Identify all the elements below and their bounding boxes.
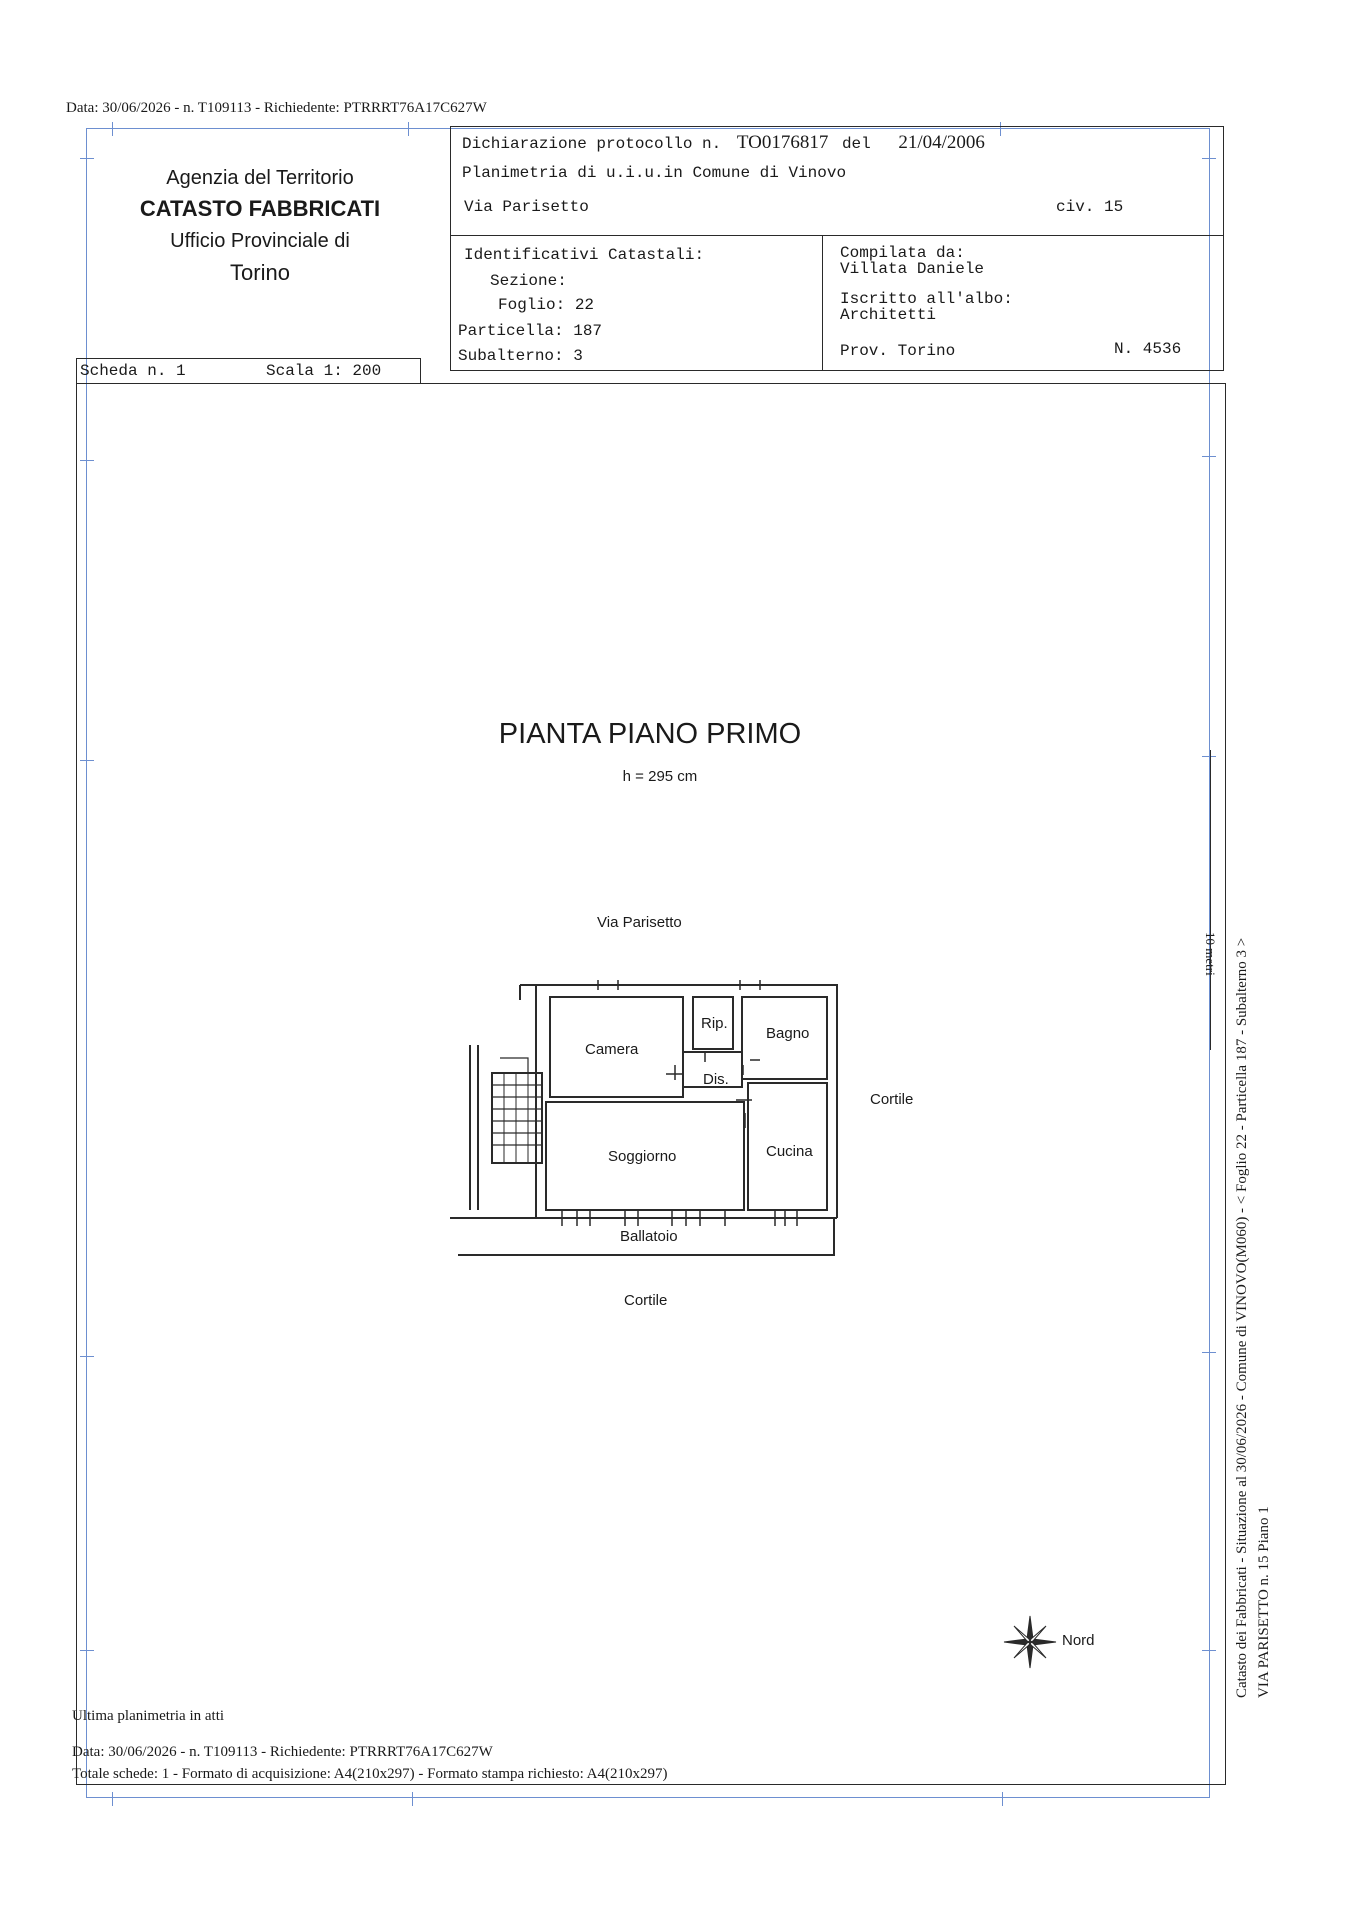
address-civic: civ. 15	[1056, 198, 1124, 216]
planimetria-comune: Planimetria di u.i.u.in Comune di Vinovo	[462, 164, 847, 182]
footer-totale-schede: Totale schede: 1 - Formato di acquisizione: A4(210x297) - Formato stampa richiesto: A4(210x297)	[72, 1766, 668, 1782]
compass-icon	[1002, 1614, 1058, 1670]
ufficio-provinciale: Ufficio Provinciale di	[170, 230, 350, 252]
frame-tick	[412, 1792, 413, 1806]
foglio: Foglio: 22	[498, 296, 595, 314]
sezione: Sezione:	[490, 272, 567, 290]
agency-header	[100, 164, 420, 290]
scheda-number: Scheda n. 1	[80, 362, 186, 380]
dichiarazione-prefix: Dichiarazione protocollo n.	[462, 135, 722, 153]
room-dis: Dis.	[703, 1071, 729, 1088]
ballatoio-label: Ballatoio	[620, 1228, 678, 1245]
albo-number: N. 4536	[1114, 340, 1182, 358]
iscritto-label: Iscritto all'albo:	[840, 290, 1013, 308]
footer-request-line: Data: 30/06/2026 - n. T109113 - Richiedente: PTRRRT76A17C627W	[72, 1744, 493, 1760]
del-label: del	[841, 135, 871, 153]
albo-name: Architetti	[840, 306, 937, 324]
protocol-number: TO0176817	[736, 132, 829, 153]
ultima-planimetria: Ultima planimetria in atti	[72, 1708, 225, 1724]
frame-tick	[1002, 1792, 1003, 1806]
side-situazione-line: Catasto dei Fabbricati - Situazione al 30/06/2026 - Comune di VINOVO(M060) - < Foglio 22 - Particella 187 - Subalterno 3 >	[1234, 937, 1250, 1698]
frame-tick	[112, 1792, 113, 1806]
room-soggiorno: Soggiorno	[608, 1148, 677, 1165]
frame-tick	[408, 122, 409, 136]
compilata-name: Villata Daniele	[840, 260, 985, 278]
room-rip: Rip.	[701, 1015, 728, 1032]
particella: Particella: 187	[458, 322, 603, 340]
compilata-label: Compilata da:	[840, 244, 965, 262]
plan-height: h = 295 cm	[622, 768, 698, 785]
dichiarazione-line	[462, 132, 985, 154]
subalterno: Subalterno: 3	[458, 347, 583, 365]
floor-plan	[450, 970, 850, 1270]
staircase	[492, 1073, 542, 1163]
protocol-date: 21/04/2006	[898, 132, 985, 153]
frame-tick	[112, 122, 113, 136]
province: Prov. Torino	[840, 342, 956, 360]
identificativi-title: Identificativi Catastali:	[464, 246, 705, 264]
top-request-line: Data: 30/06/2026 - n. T109113 - Richiedente: PTRRRT76A17C627W	[66, 100, 487, 116]
catasto-fabbricati: CATASTO FABBRICATI	[139, 196, 381, 221]
scheda-scale: Scala 1: 200	[266, 362, 382, 380]
cortile-right: Cortile	[870, 1091, 914, 1108]
side-address-line: VIA PARISETTO n. 15 Piano 1	[1256, 1506, 1272, 1698]
agency-name: Agenzia del Territorio	[166, 167, 354, 189]
ufficio-city: Torino	[230, 260, 290, 285]
plan-title: PIANTA PIANO PRIMO	[498, 718, 802, 750]
room-cucina: Cucina	[766, 1143, 813, 1160]
frame-tick	[80, 158, 94, 159]
room-camera: Camera	[585, 1041, 639, 1058]
scale-bar	[1210, 750, 1211, 1050]
nord-label: Nord	[1062, 1632, 1095, 1649]
identificativi-divider	[822, 236, 823, 370]
scale-bar-label: 10 metri	[1203, 932, 1218, 976]
street-label: Via Parisetto	[597, 914, 682, 931]
room-bagno: Bagno	[766, 1025, 810, 1042]
cortile-bottom: Cortile	[624, 1292, 668, 1309]
address-street: Via Parisetto	[464, 198, 589, 216]
